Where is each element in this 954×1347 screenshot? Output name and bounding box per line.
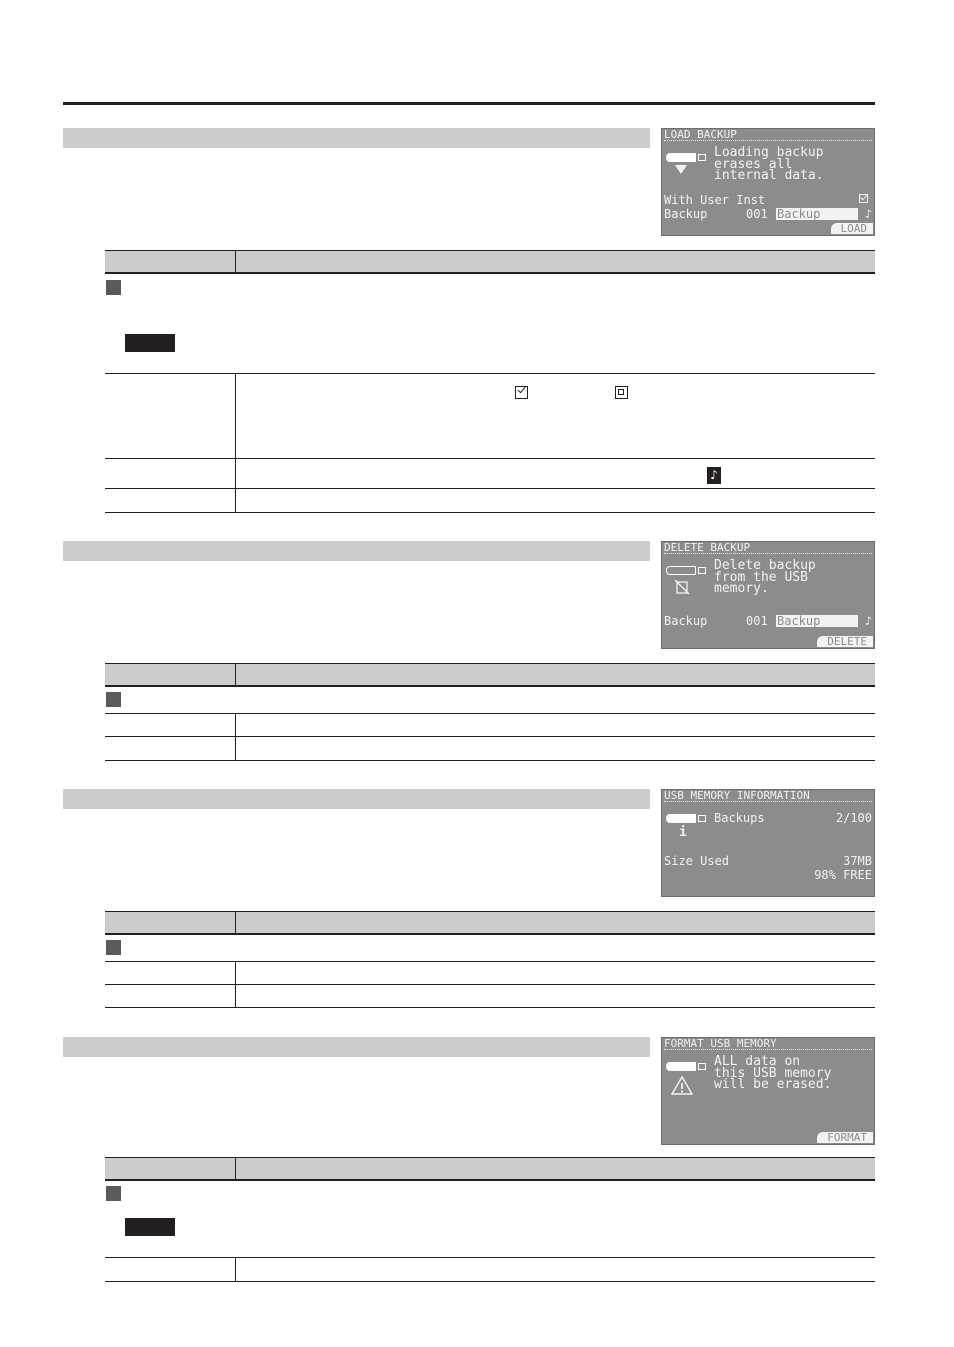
column-divider (235, 1257, 236, 1281)
section-bar-format-usb-memory (63, 1037, 650, 1057)
lcd-usb-memory-information (661, 789, 875, 897)
lcd-load-backup (661, 128, 875, 236)
download-arrow-icon (674, 163, 688, 175)
lcd-title: FORMAT USB MEMORY (664, 1038, 872, 1050)
note-badge (125, 1218, 175, 1236)
checkbox-unchecked-icon (615, 386, 628, 399)
table-header (105, 1157, 875, 1179)
divider (105, 373, 875, 374)
lcd-title: LOAD BACKUP (664, 129, 872, 141)
column-divider (235, 373, 236, 513)
usb-stick-icon (666, 566, 710, 575)
table-header (105, 911, 875, 933)
note-badge (125, 334, 175, 352)
backups-value: 2/100 (835, 811, 872, 825)
backup-number: 001 (746, 614, 768, 628)
lcd-title: USB MEMORY INFORMATION (664, 790, 872, 802)
divider (105, 458, 875, 459)
lcd-format-usb-memory (661, 1037, 875, 1145)
section-bar-load-backup (63, 128, 650, 148)
divider (105, 488, 875, 489)
backup-name-field[interactable]: Backup (776, 615, 858, 627)
usb-stick-icon (666, 814, 710, 823)
warning-icon (671, 1075, 693, 1095)
music-note-icon: ♪ (864, 614, 872, 628)
divider (105, 760, 875, 761)
step-marker (106, 280, 121, 295)
divider (105, 1257, 875, 1258)
backup-label: Backup (664, 207, 708, 221)
user-inst-label: With User Inst (664, 193, 766, 207)
free-value: 98% FREE (814, 868, 872, 882)
lcd-message: ALL data on this USB memory will be erased. (714, 1054, 832, 1092)
divider (105, 713, 875, 714)
backups-label: Backups (714, 811, 765, 825)
table-header (105, 663, 875, 685)
divider (105, 984, 875, 985)
section-bar-usb-memory-information (63, 789, 650, 809)
checkbox-checked-icon[interactable] (859, 194, 868, 203)
info-icon: i (679, 825, 687, 840)
load-button[interactable]: LOAD (831, 223, 874, 234)
usb-stick-icon (666, 1062, 710, 1071)
size-used-label: Size Used (664, 854, 730, 868)
checkbox-checked-icon (515, 386, 528, 399)
music-note-icon: ♪ (707, 467, 721, 484)
step-marker (106, 1186, 121, 1201)
format-button[interactable]: FORMAT (817, 1132, 873, 1143)
backup-number: 001 (746, 207, 768, 221)
music-note-icon: ♪ (864, 207, 872, 221)
divider (105, 961, 875, 962)
divider (105, 736, 875, 737)
size-used-value: 37MB (843, 854, 872, 868)
step-marker (106, 940, 121, 955)
backup-name-field[interactable]: Backup (776, 208, 858, 220)
divider (105, 1179, 875, 1181)
divider (105, 1281, 875, 1282)
usb-stick-icon (666, 153, 710, 162)
divider (105, 1007, 875, 1008)
lcd-title: DELETE BACKUP (664, 542, 872, 554)
divider (105, 512, 875, 513)
divider (105, 272, 875, 274)
divider (105, 685, 875, 687)
backup-label: Backup (664, 614, 708, 628)
section-bar-delete-backup (63, 541, 650, 561)
delete-icon (674, 579, 690, 595)
table-header (105, 250, 875, 272)
top-rule (63, 102, 875, 105)
step-marker (106, 692, 121, 707)
lcd-delete-backup (661, 541, 875, 649)
lcd-message: Delete backup from the USB memory. (714, 558, 816, 596)
divider (105, 933, 875, 935)
lcd-message: Loading backup erases all internal data. (714, 145, 824, 183)
delete-button[interactable]: DELETE (817, 636, 873, 647)
